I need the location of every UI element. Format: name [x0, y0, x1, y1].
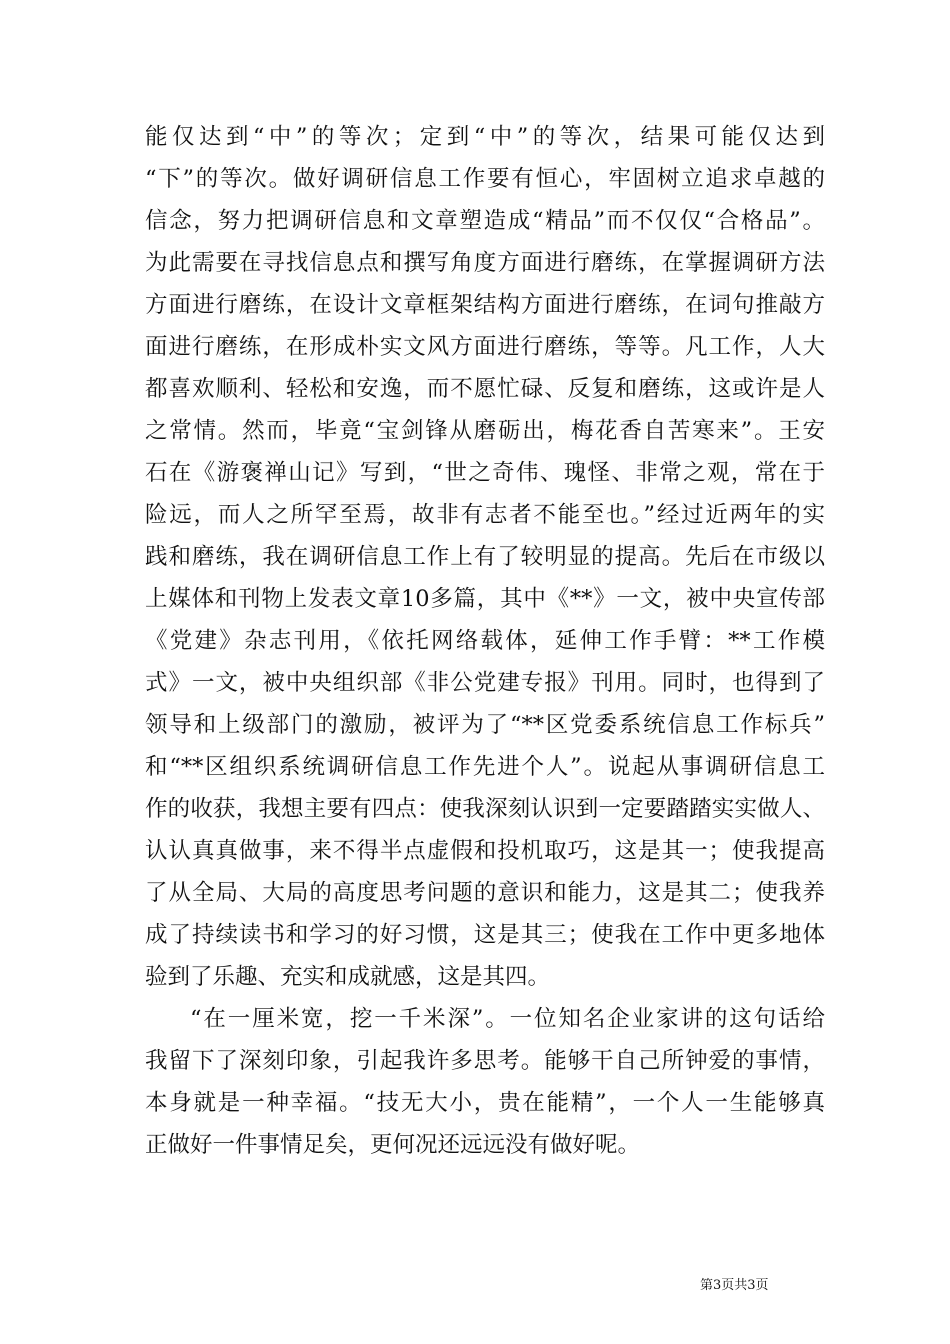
text-line: 正做好一件事情足矣，更何况还远远没有做好呢。: [145, 1132, 641, 1158]
text-line: 和“**区组织系统调研信息工作先进个人”。说起从事调研信息工: [145, 754, 825, 780]
text-line: “在一厘米宽，挖一千米深”。一位知名企业家讲的这句话给: [190, 1006, 825, 1032]
text-line: 之常情。然而，毕竟“宝剑锋从磨砺出，梅花香自苦寒来”。王安: [145, 418, 825, 444]
paragraph-2: [145, 998, 825, 1166]
text-line: 认认真真做事，来不得半点虚假和投机取巧，这是其一；使我提高: [145, 838, 825, 864]
text-line: 方面进行磨练，在设计文章框架结构方面进行磨练，在词句推敲方: [145, 292, 825, 318]
text-line: 石在《游褒禅山记》写到，“世之奇伟、瑰怪、非常之观，常在于: [145, 460, 825, 486]
text-line: 险远，而人之所罕至焉，故非有志者不能至也。”经过近两年的实: [145, 502, 825, 528]
text-line: 上媒体和刊物上发表文章10多篇，其中《**》一文，被中央宣传部: [145, 586, 825, 612]
text-line: 信念，努力把调研信息和文章塑造成“精品”而不仅仅“合格品”。: [145, 208, 825, 234]
text-line: 领导和上级部门的激励，被评为了“**区党委系统信息工作标兵”: [145, 712, 825, 738]
text-line: 为此需要在寻找信息点和撰写角度方面进行磨练，在掌握调研方法: [145, 250, 825, 276]
text-line: 作的收获，我想主要有四点：使我深刻认识到一定要踏踏实实做人、: [145, 796, 825, 822]
text-line: 都喜欢顺利、轻松和安逸，而不愿忙碌、反复和磨练，这或许是人: [145, 376, 825, 402]
text-line: 能仅达到“中”的等次；定到“中”的等次，结果可能仅达到: [145, 124, 825, 150]
page-number: 第3页共3页: [700, 1278, 769, 1293]
document-body: [145, 116, 825, 1166]
text-line: 本身就是一种幸福。“技无大小，贵在能精”，一个人一生能够真: [145, 1090, 825, 1116]
paragraph-1: [145, 116, 825, 998]
text-line: 《党建》杂志刊用，《依托网络载体，延伸工作手臂：**工作模: [145, 628, 825, 654]
text-line: 践和磨练，我在调研信息工作上有了较明显的提高。先后在市级以: [145, 544, 825, 570]
text-line: 面进行磨练，在形成朴实文风方面进行磨练，等等。凡工作，人大: [145, 334, 825, 360]
text-line: “下”的等次。做好调研信息工作要有恒心，牢固树立追求卓越的: [145, 166, 825, 192]
text-line: 了从全局、大局的高度思考问题的意识和能力，这是其二；使我养: [145, 880, 825, 906]
text-line: 成了持续读书和学习的好习惯，这是其三；使我在工作中更多地体: [145, 922, 825, 948]
text-line: 我留下了深刻印象，引起我许多思考。能够干自己所钟爱的事情，: [145, 1048, 825, 1074]
text-line: 验到了乐趣、充实和成就感，这是其四。: [145, 964, 551, 990]
text-line: 式》一文，被中央组织部《非公党建专报》刊用。同时，也得到了: [145, 670, 825, 696]
